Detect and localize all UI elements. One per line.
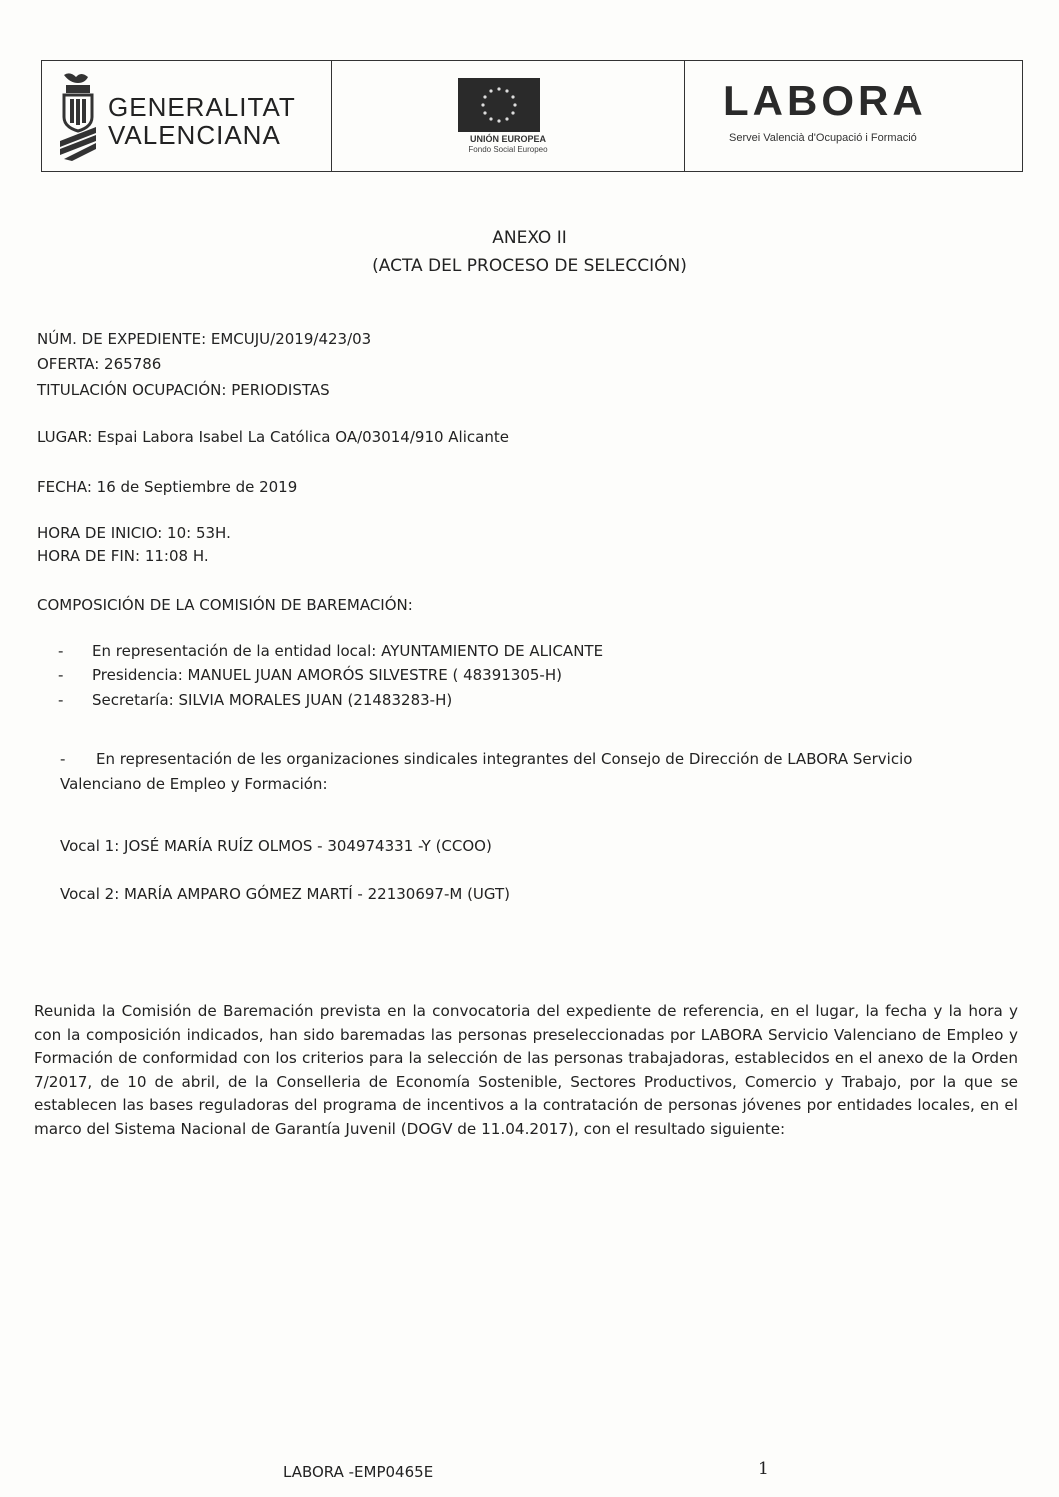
labora-logo-cell: [685, 61, 1022, 171]
sindical-line-1: En representación de les organizaciones sindicales integrantes del Consejo de Dirección de LABORA Servicio: [96, 750, 913, 768]
header-logos: [41, 60, 1023, 172]
bullet-marker: -: [58, 691, 64, 709]
footer-code: LABORA -EMP0465E: [283, 1463, 434, 1481]
comision-heading: COMPOSICIÓN DE LA COMISIÓN DE BAREMACIÓN:: [37, 596, 413, 614]
fecha-field: FECHA: 16 de Septiembre de 2019: [37, 478, 298, 496]
titulacion-field: TITULACIÓN OCUPACIÓN: PERIODISTAS: [37, 381, 330, 399]
generalitat-name: [108, 93, 296, 149]
bullet-marker: -: [58, 666, 64, 684]
eu-logo-cell: [332, 61, 685, 171]
eu-flag-icon: [458, 78, 540, 132]
generalitat-line-1: GENERALITAT: [108, 92, 296, 122]
expediente-field: NÚM. DE EXPEDIENTE: EMCUJU/2019/423/03: [37, 330, 372, 348]
comision-item-entidad: En representación de la entidad local: AYUNTAMIENTO DE ALICANTE: [92, 642, 604, 660]
generalitat-logo-cell: [42, 61, 332, 171]
lugar-field: LUGAR: Espai Labora Isabel La Católica OA/03014/910 Alicante: [37, 428, 509, 446]
eu-subtitle: Fondo Social Europeo: [468, 145, 548, 154]
hora-inicio-field: HORA DE INICIO: 10: 53H.: [37, 524, 231, 542]
comision-item-secretaria: Secretaría: SILVIA MORALES JUAN (21483283-H): [92, 691, 453, 709]
labora-logo: LABORA: [723, 77, 927, 124]
eu-title: UNIÓN EUROPEA: [469, 134, 546, 144]
labora-subtitle: Servei Valencià d'Ocupació i Formació: [729, 132, 917, 144]
comision-item-presidencia: Presidencia: MANUEL JUAN AMORÓS SILVESTRE ( 48391305-H): [92, 666, 562, 684]
document-title: ANEXO II: [492, 228, 567, 248]
sindical-line-2: Valenciano de Empleo y Formación:: [60, 775, 328, 793]
oferta-field: OFERTA: 265786: [37, 355, 162, 373]
generalitat-line-2: VALENCIANA: [108, 120, 281, 150]
hora-fin-field: HORA DE FIN: 11:08 H.: [37, 547, 209, 565]
vocal-2: Vocal 2: MARÍA AMPARO GÓMEZ MARTÍ - 22130697-M (UGT): [60, 885, 511, 903]
vocal-1: Vocal 1: JOSÉ MARÍA RUÍZ OLMOS - 304974331 -Y (CCOO): [60, 837, 492, 855]
generalitat-emblem-icon: [56, 71, 100, 161]
document-subtitle: (ACTA DEL PROCESO DE SELECCIÓN): [372, 256, 687, 276]
bullet-marker: -: [58, 642, 64, 660]
bullet-marker: -: [60, 750, 66, 768]
page-number: 1: [758, 1459, 769, 1479]
resolution-paragraph: Reunida la Comisión de Baremación prevista en la convocatoria del expediente de referencia, en el lugar, la fecha y la hora y con la composición indicados, han sido baremadas las personas preseleccionadas por LABORA Servicio Valenciano de Empleo y Formación de conformidad con los criterios para la selección de las personas trabajadoras, establecidos en el anexo de la Orden 7/2017, de 10 de abril, de la Conselleria de Economía Sostenible, Sectores Productivos, Comercio y Trabajo, por la que se establecen las bases reguladoras del programa de incentivos a la contratación de personas jóvenes por entidades locales, en el marco del Sistema Nacional de Garantía Juvenil (DOGV de 11.04.2017), con el resultado siguiente:: [34, 1002, 1018, 1138]
